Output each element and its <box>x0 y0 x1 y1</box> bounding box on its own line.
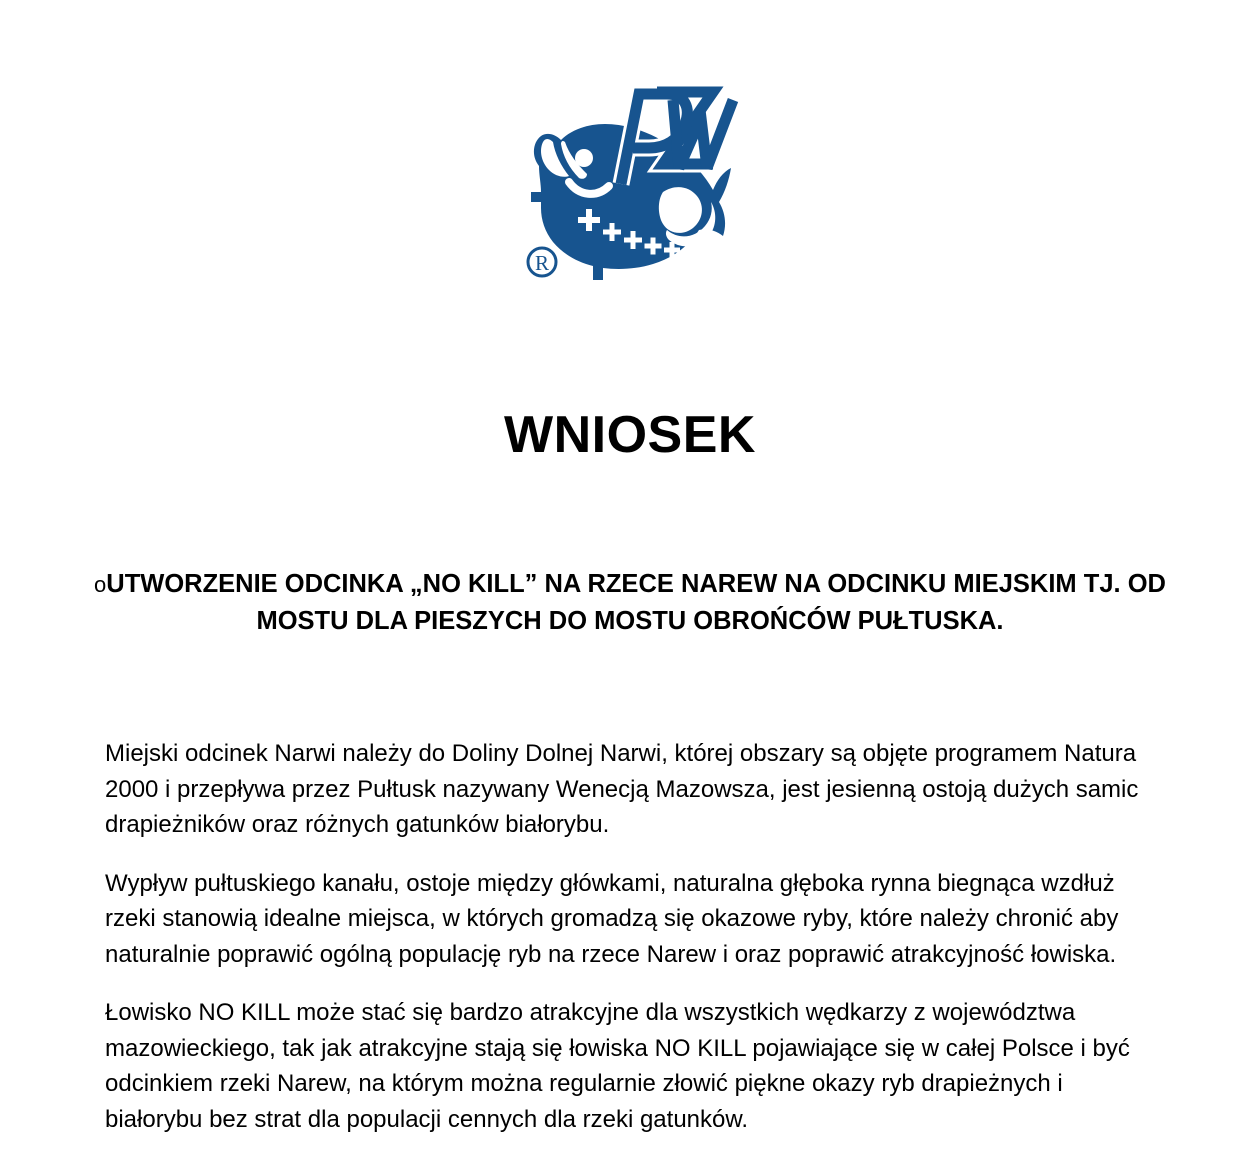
subtitle-line-1: UTWORZENIE ODCINKA „NO KILL” NA RZECE NAREW NA ODCINKU MIEJSKIM <box>106 570 1077 598</box>
document-subtitle <box>90 566 1170 639</box>
pzw-logo <box>517 80 743 292</box>
subtitle-lead: o <box>94 572 107 597</box>
page-title: WNIOSEK <box>504 405 756 464</box>
body-paragraph-2: Wypływ pułtuskiego kanału, ostoje między główkami, naturalna głęboka rynna biegnąca wzdłuż rzeki stanowią idealne miejsca, w których gromadzą się okazowe ryby, które należy chronić aby naturalnie poprawić ogólną populację ryb na rzece Narew i oraz poprawić atrakcyjność łowiska. <box>105 869 1119 968</box>
fish-eye <box>575 149 593 167</box>
body-paragraph-3: Łowisko NO KILL może stać się bardzo atrakcyjne dla wszystkich wędkarzy z województwa mazowieckiego, tak jak atrakcyjne stają się łowiska NO KILL pojawiające się w całej Polsce i być odcinkiem rzeki Narew, na którym można regularnie złowić piękne okazy ryb drapieżnych i białorybu bez strat dla populacji cennych dla rzeki gatunków. <box>105 999 1130 1133</box>
registered-trademark-icon <box>528 248 556 276</box>
document-body <box>105 736 1145 1137</box>
subtitle-line-2: TJ. OD MOSTU DLA PIESZYCH DO MOSTU OBROŃCÓW PUŁTUSKA. <box>256 570 1166 635</box>
logo-container <box>0 80 1260 295</box>
body-paragraph-1: Miejski odcinek Narwi należy do Doliny Dolnej Narwi, której obszary są objęte programem Natura 2000 i przepływa przez Pułtusk nazywany Wenecją Mazowsza, jest jesienną ostoją dużych samic drapieżników oraz różnych gatunków białorybu. <box>105 740 1139 838</box>
svg-text:R: R <box>534 251 550 275</box>
